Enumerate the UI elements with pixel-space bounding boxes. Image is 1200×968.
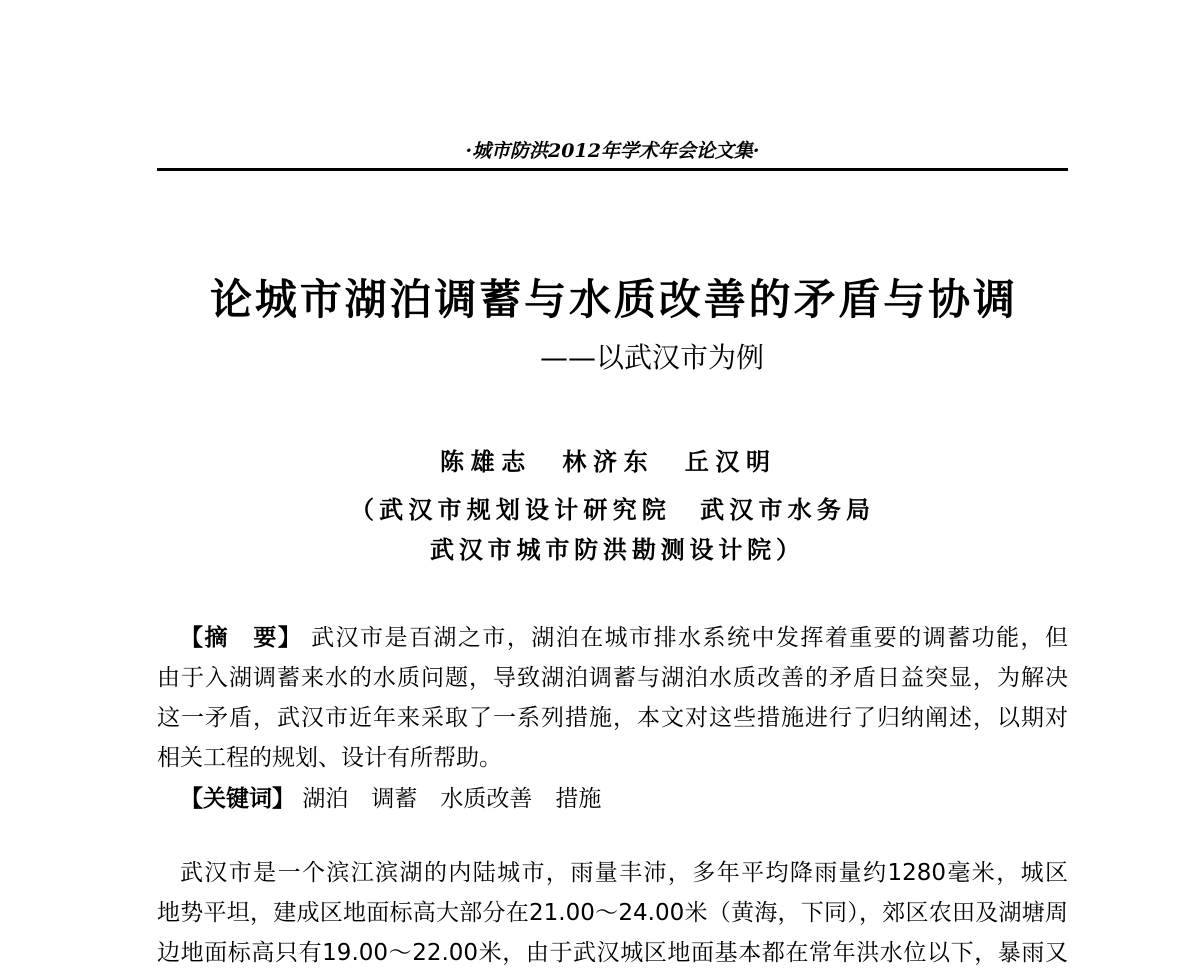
body-line: 武汉市是一个滨江滨湖的内陆城市，雨量丰沛，多年平均降雨量约1280毫米，城区 [180,860,1068,886]
body-line: 地势平坦，建成区地面标高大部分在21.00～24.00米（黄海，下同），郊区农田及湖塘周 [157,900,1068,926]
abstract-line: 相关工程的规划、设计有所帮助。 [157,745,502,771]
authors-text: 陈雄志 林济东 丘汉明 [440,447,770,476]
keywords-line [180,784,1068,814]
abstract-line [180,623,1068,653]
authors [440,444,770,480]
paper-title: 论城市湖泊调蓄与水质改善的矛盾与协调 [210,275,1015,324]
keywords-text: 湖泊 调蓄 水质改善 措施 [302,786,602,812]
abstract-line: 这一矛盾，武汉市近年来采取了一系列措施，本文对这些措施进行了归纳阐述，以期对 [157,705,1068,731]
body-line: 边地面标高只有19.00～22.00米，由于武汉城区地面基本都在常年洪水位以下，暴雨又 [157,940,1068,966]
header-rule [157,168,1068,171]
paper-subtitle: ——以武汉市为例 [540,341,765,374]
abstract-label: 【摘 要】 [180,625,303,651]
affiliation-line: 武汉市城市防洪勘测设计院） [430,535,800,564]
running-header: ·城市防洪2012年学术年会论文集· [465,140,760,162]
abstract-text: 武汉市是百湖之市，湖泊在城市排水系统中发挥着重要的调蓄功能，但 [311,625,1069,651]
affiliation-line: （武汉市规划设计研究院 武汉市水务局 [350,495,870,524]
keywords-label: 【关键词】 [180,786,295,812]
abstract-line: 由于入湖调蓄来水的水质问题，导致湖泊调蓄与湖泊水质改善的矛盾日益突显，为解决 [157,665,1068,691]
